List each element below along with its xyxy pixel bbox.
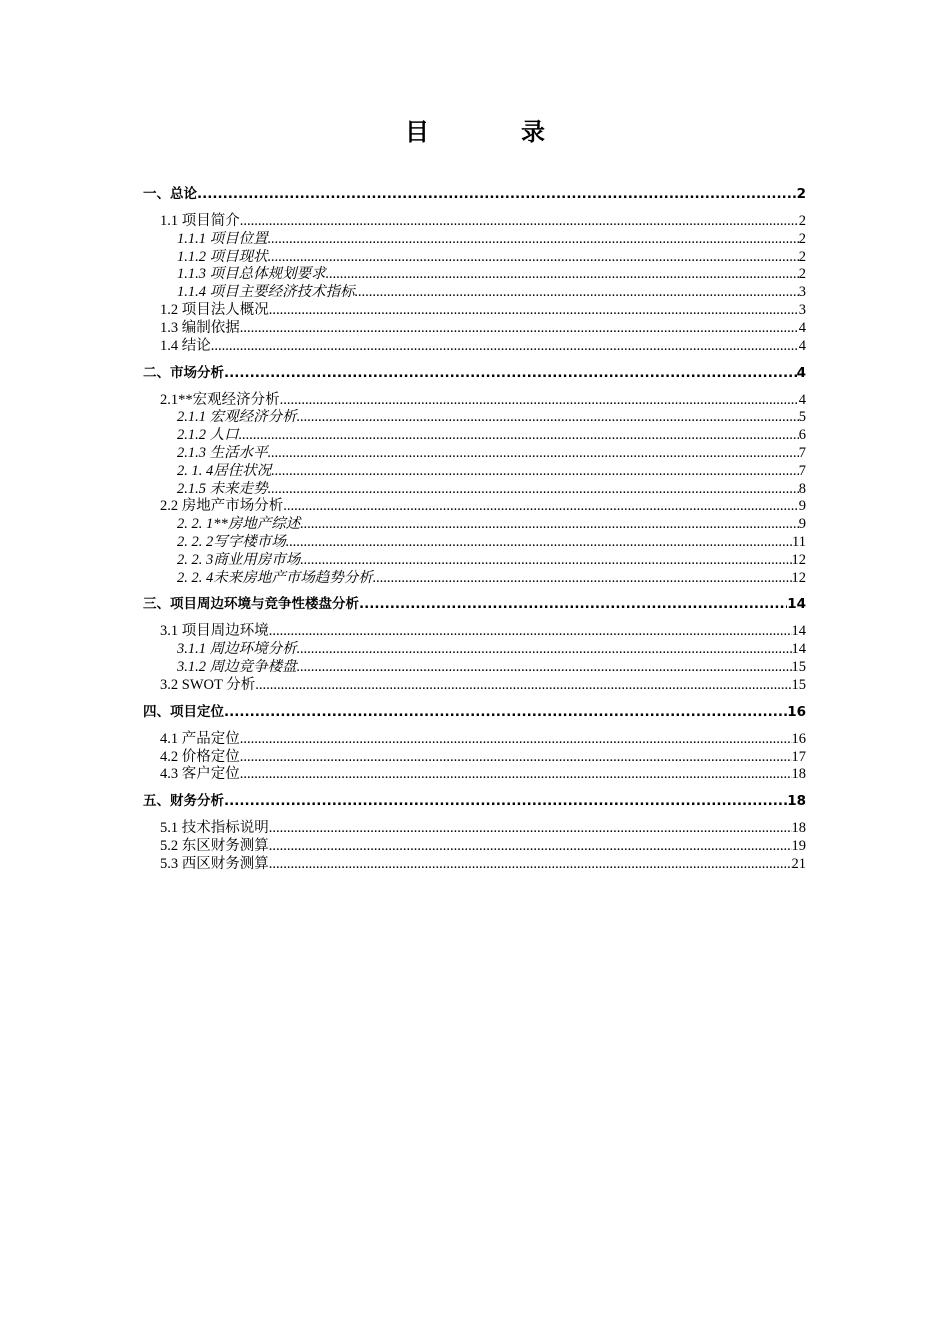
toc-entry-level-2[interactable] (143, 820, 806, 838)
dot-leader (269, 838, 792, 856)
toc-entry-label: 2.2 房地产市场分析 (160, 498, 284, 515)
toc-entry-label: 2.1**宏观经济分析 (160, 391, 280, 408)
toc-entry-level-2[interactable] (143, 338, 806, 356)
dot-leader (240, 320, 799, 338)
toc-entry-page-number: 3 (798, 301, 806, 318)
toc-entry-label: 1.3 编制依据 (160, 319, 240, 336)
toc-entry-page-number: 4 (798, 319, 806, 336)
toc-entry-page-number: 9 (798, 516, 806, 533)
dot-leader (268, 445, 799, 463)
toc-entry-label: 五、财务分析 (143, 793, 224, 810)
toc-entry-page-number: 11 (792, 533, 806, 550)
toc-entry-page-number: 2 (796, 186, 806, 202)
dot-leader (271, 463, 799, 481)
toc-entry-level-2[interactable] (143, 749, 806, 767)
toc-entry-page-number: 12 (791, 551, 806, 568)
toc-entry-level-3[interactable] (143, 231, 806, 249)
toc-entry-label: 5.1 技术指标说明 (160, 820, 269, 837)
toc-entry-level-3[interactable] (143, 659, 806, 677)
toc-entry-label: 2. 2. 4未来房地产市场趋势分析 (177, 569, 373, 586)
dot-leader (280, 392, 799, 410)
dot-leader (269, 820, 792, 838)
dot-leader (269, 623, 792, 641)
toc-entry-page-number: 14 (791, 623, 806, 640)
toc-entry-page-number: 2 (798, 266, 806, 283)
toc-entry-level-3[interactable] (143, 284, 806, 302)
toc-entry-level-3[interactable] (143, 463, 806, 481)
dot-leader (373, 570, 792, 588)
toc-entry-level-1[interactable] (143, 365, 806, 383)
dot-leader (197, 186, 797, 204)
toc-entry-label: 1.4 结论 (160, 337, 211, 354)
toc-entry-level-2[interactable] (143, 392, 806, 410)
toc-entry-page-number: 14 (787, 596, 806, 613)
toc-entry-level-3[interactable] (143, 570, 806, 588)
toc-entry-label: 2.1.1 宏观经济分析 (177, 409, 297, 426)
dot-leader (224, 704, 787, 722)
table-of-contents (143, 186, 806, 874)
toc-entry-label: 3.1 项目周边环境 (160, 623, 269, 640)
toc-entry-label: 2.1.2 人口 (177, 427, 239, 444)
toc-entry-level-3[interactable] (143, 516, 806, 534)
toc-entry-page-number: 12 (791, 569, 806, 586)
dot-leader (300, 516, 799, 534)
toc-entry-label: 3.1.1 周边环境分析 (177, 641, 297, 658)
toc-entry-page-number: 5 (798, 409, 806, 426)
toc-entry-level-2[interactable] (143, 498, 806, 516)
dot-leader (268, 481, 799, 499)
toc-entry-level-1[interactable] (143, 186, 806, 204)
dot-leader (297, 641, 792, 659)
toc-entry-label: 3.1.2 周边竞争楼盘 (177, 659, 297, 676)
toc-entry-label: 1.1.4 项目主要经济技术指标 (177, 284, 355, 301)
dot-leader (255, 677, 791, 695)
dot-leader (355, 284, 799, 302)
toc-entry-label: 2. 1. 4居住状况 (177, 462, 272, 479)
toc-entry-label: 2. 2. 1**房地产综述 (177, 516, 301, 533)
toc-entry-page-number: 4 (798, 391, 806, 408)
dot-leader (224, 793, 787, 811)
toc-entry-level-1[interactable] (143, 704, 806, 722)
toc-entry-label: 1.1.1 项目位置 (177, 230, 268, 247)
toc-entry-page-number: 2 (798, 230, 806, 247)
toc-entry-page-number: 7 (798, 462, 806, 479)
toc-entry-page-number: 8 (798, 480, 806, 497)
toc-entry-label: 1.1.2 项目现状 (177, 248, 268, 265)
dot-leader (283, 498, 799, 516)
dot-leader (297, 409, 799, 427)
toc-entry-level-2[interactable] (143, 302, 806, 320)
toc-entry-level-3[interactable] (143, 534, 806, 552)
toc-entry-page-number: 15 (791, 676, 806, 693)
toc-entry-label: 三、项目周边环境与竞争性楼盘分析 (143, 596, 359, 613)
toc-entry-level-3[interactable] (143, 552, 806, 570)
dot-leader (297, 659, 792, 677)
toc-entry-page-number: 7 (798, 444, 806, 461)
toc-entry-level-2[interactable] (143, 838, 806, 856)
toc-entry-page-number: 18 (787, 793, 806, 810)
toc-entry-label: 2.1.3 生活水平 (177, 444, 268, 461)
dot-leader (211, 338, 799, 356)
toc-entry-label: 3.2 SWOT 分析 (160, 676, 256, 693)
dot-leader (268, 249, 799, 267)
dot-leader (239, 427, 799, 445)
toc-entry-level-3[interactable] (143, 266, 806, 284)
page-title: 目 录 (405, 118, 579, 146)
toc-entry-label: 二、市场分析 (143, 364, 224, 381)
toc-entry-page-number: 15 (791, 659, 806, 676)
toc-entry-page-number: 4 (796, 364, 806, 381)
dot-leader (269, 856, 792, 874)
toc-entry-page-number: 16 (791, 730, 806, 747)
toc-entry-page-number: 18 (791, 766, 806, 783)
toc-entry-label: 一、总论 (143, 186, 197, 202)
toc-entry-level-2[interactable] (143, 856, 806, 874)
toc-entry-level-1[interactable] (143, 596, 806, 614)
toc-entry-page-number: 18 (791, 820, 806, 837)
dot-leader (359, 596, 787, 614)
toc-entry-level-3[interactable] (143, 445, 806, 463)
dot-leader (300, 552, 791, 570)
toc-entry-label: 4.2 价格定位 (160, 748, 240, 765)
toc-entry-page-number: 17 (791, 748, 806, 765)
toc-entry-level-2[interactable] (143, 320, 806, 338)
toc-entry-label: 5.3 西区财务测算 (160, 855, 269, 872)
toc-entry-label: 2. 2. 2写字楼市场 (177, 533, 286, 550)
toc-entry-level-3[interactable] (143, 641, 806, 659)
dot-leader (286, 534, 792, 552)
toc-entry-level-3[interactable] (143, 409, 806, 427)
toc-entry-level-2[interactable] (143, 677, 806, 695)
toc-entry-page-number: 16 (787, 703, 806, 720)
dot-leader (240, 731, 792, 749)
toc-entry-level-2[interactable] (143, 623, 806, 641)
toc-entry-page-number: 2 (798, 212, 806, 229)
dot-leader (268, 231, 799, 249)
toc-entry-level-1[interactable] (143, 793, 806, 811)
dot-leader (269, 302, 799, 320)
toc-entry-level-3[interactable] (143, 249, 806, 267)
toc-entry-page-number: 14 (791, 641, 806, 658)
toc-entry-level-2[interactable] (143, 766, 806, 784)
toc-entry-level-3[interactable] (143, 427, 806, 445)
toc-entry-label: 1.1.3 项目总体规划要求 (177, 266, 326, 283)
dot-leader (240, 213, 799, 231)
toc-entry-label: 4.1 产品定位 (160, 730, 240, 747)
toc-entry-page-number: 4 (798, 337, 806, 354)
dot-leader (240, 766, 792, 784)
toc-entry-label: 2.1.5 未来走势 (177, 480, 268, 497)
toc-entry-level-3[interactable] (143, 481, 806, 499)
dot-leader (224, 365, 797, 383)
toc-entry-label: 1.1 项目简介 (160, 212, 240, 229)
toc-entry-page-number: 19 (791, 838, 806, 855)
toc-entry-label: 5.2 东区财务测算 (160, 838, 269, 855)
toc-entry-page-number: 3 (798, 284, 806, 301)
toc-entry-page-number: 2 (798, 248, 806, 265)
toc-entry-level-2[interactable] (143, 213, 806, 231)
toc-entry-page-number: 9 (798, 498, 806, 515)
toc-entry-level-2[interactable] (143, 731, 806, 749)
toc-entry-label: 1.2 项目法人概况 (160, 301, 269, 318)
toc-entry-page-number: 6 (798, 427, 806, 444)
dot-leader (326, 266, 799, 284)
dot-leader (240, 749, 792, 767)
toc-entry-label: 2. 2. 3商业用房市场 (177, 551, 301, 568)
toc-entry-label: 四、项目定位 (143, 703, 224, 720)
toc-entry-label: 4.3 客户定位 (160, 766, 240, 783)
toc-entry-page-number: 21 (791, 855, 806, 872)
